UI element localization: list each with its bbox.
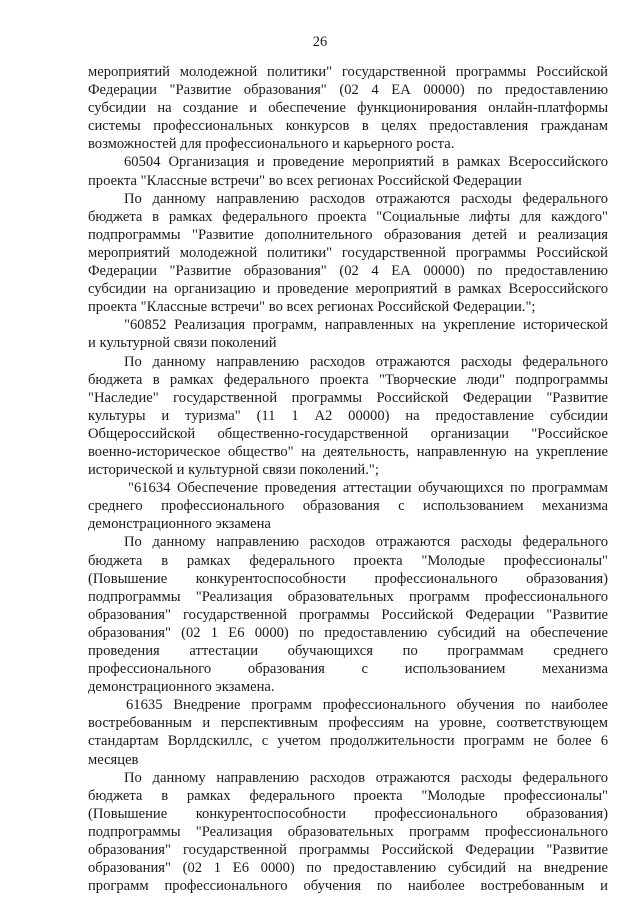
text-line: (Повышение конкурентоспособности профессионального образования): [88, 805, 608, 822]
text-line: программ профессионального обучения по наиболее востребованным и: [88, 878, 608, 895]
text-line: возможностей для профессионального и карьерного роста.: [88, 136, 455, 153]
text-line: Федерации "Развитие образования" (02 4 ЕА 00000) по предоставлению: [88, 82, 608, 99]
text-line: образования" государственной программы Российской Федерации "Развитие: [88, 606, 608, 623]
text-line: "61634 Обеспечение проведения аттестации обучающихся по программам: [128, 480, 608, 497]
text-line: бюджета в рамках федерального проекта "Творческие люди" подпрограммы: [88, 371, 608, 388]
text-line: военно-историческое общество" на деятельность, направленную на укрепление: [88, 443, 608, 460]
text-line: подпрограммы "Реализация образовательных программ профессионального: [88, 588, 608, 605]
text-line: демонстрационного экзамена: [88, 516, 271, 533]
text-line: образования" (02 1 Е6 0000) по предоставлению субсидий на обеспечение: [88, 624, 608, 641]
text-line: подпрограммы "Развитие дополнительного образования детей и реализация: [88, 226, 608, 243]
text-line: бюджета в рамках федерального проекта "Молодые профессионалы": [88, 787, 608, 804]
text-line: 60504 Организация и проведение мероприятий в рамках Всероссийского: [124, 154, 608, 171]
text-line: Федерации "Развитие образования" (02 4 ЕА 00000) по предоставлению: [88, 263, 608, 280]
text-line: профессионального образования с использованием механизма: [88, 661, 608, 678]
text-line: и культурной связи поколений: [88, 335, 277, 352]
text-line: образования" государственной программы Российской Федерации "Развитие: [88, 842, 608, 859]
text-line: среднего профессионального образования с использованием механизма: [88, 498, 608, 515]
text-line: мероприятий молодежной политики" государственной программы Российской: [88, 64, 608, 80]
text-line: субсидии на организацию и проведение мероприятий в рамках Всероссийского: [88, 281, 608, 298]
text-line: По данному направлению расходов отражаются расходы федерального: [124, 534, 608, 551]
text-line: бюджета в рамках федерального проекта "Социальные лифты для каждого": [88, 208, 608, 225]
text-line: По данному направлению расходов отражаются расходы федерального: [124, 190, 608, 207]
text-line: проекта "Классные встречи" во всех регионах Российской Федерации: [88, 172, 522, 189]
text-line: По данному направлению расходов отражаются расходы федерального: [124, 769, 608, 786]
document-body: [88, 63, 608, 895]
text-line: бюджета в рамках федерального проекта "Молодые профессионалы": [88, 552, 608, 569]
text-line: подпрограммы "Реализация образовательных программ профессионального: [88, 823, 608, 840]
text-line: культуры и туризма" (11 1 А2 00000) на предоставление субсидии: [88, 407, 608, 424]
text-line: системы профессиональных конкурсов в целях предоставления гражданам: [88, 118, 608, 135]
text-line: мероприятий молодежной политики" государственной программы Российской: [88, 244, 608, 261]
text-line: месяцев: [88, 751, 139, 768]
text-line: "Наследие" государственной программы Российской Федерации "Развитие: [88, 389, 608, 406]
page-number: 26: [312, 34, 328, 50]
text-line: образования" (02 1 Е6 0000) по предоставлению субсидий на внедрение: [88, 860, 608, 877]
text-line: субсидии на создание и обеспечение функционирования онлайн-платформы: [88, 100, 608, 117]
text-line: "60852 Реализация программ, направленных на укрепление исторической: [124, 317, 608, 334]
text-line: демонстрационного экзамена.: [88, 679, 275, 696]
text-line: 61635 Внедрение программ профессионального обучения по наиболее: [126, 697, 608, 714]
text-line: Общероссийской общественно-государственной организации "Российское: [88, 425, 608, 442]
text-line: исторической и культурной связи поколений.";: [88, 462, 379, 479]
text-line: По данному направлению расходов отражаются расходы федерального: [124, 353, 608, 370]
text-line: (Повышение конкурентоспособности профессионального образования): [88, 570, 608, 587]
text-line: востребованным и перспективным профессиям на уровне, соответствующем: [88, 715, 608, 732]
text-line: проведения аттестации обучающихся по программам среднего: [88, 643, 608, 659]
text-line: стандартам Ворлдскиллс, с учетом продолжительности программ не более 6: [88, 733, 608, 750]
text-line: проекта "Классные встречи" во всех регионах Российской Федерации.";: [88, 299, 536, 316]
